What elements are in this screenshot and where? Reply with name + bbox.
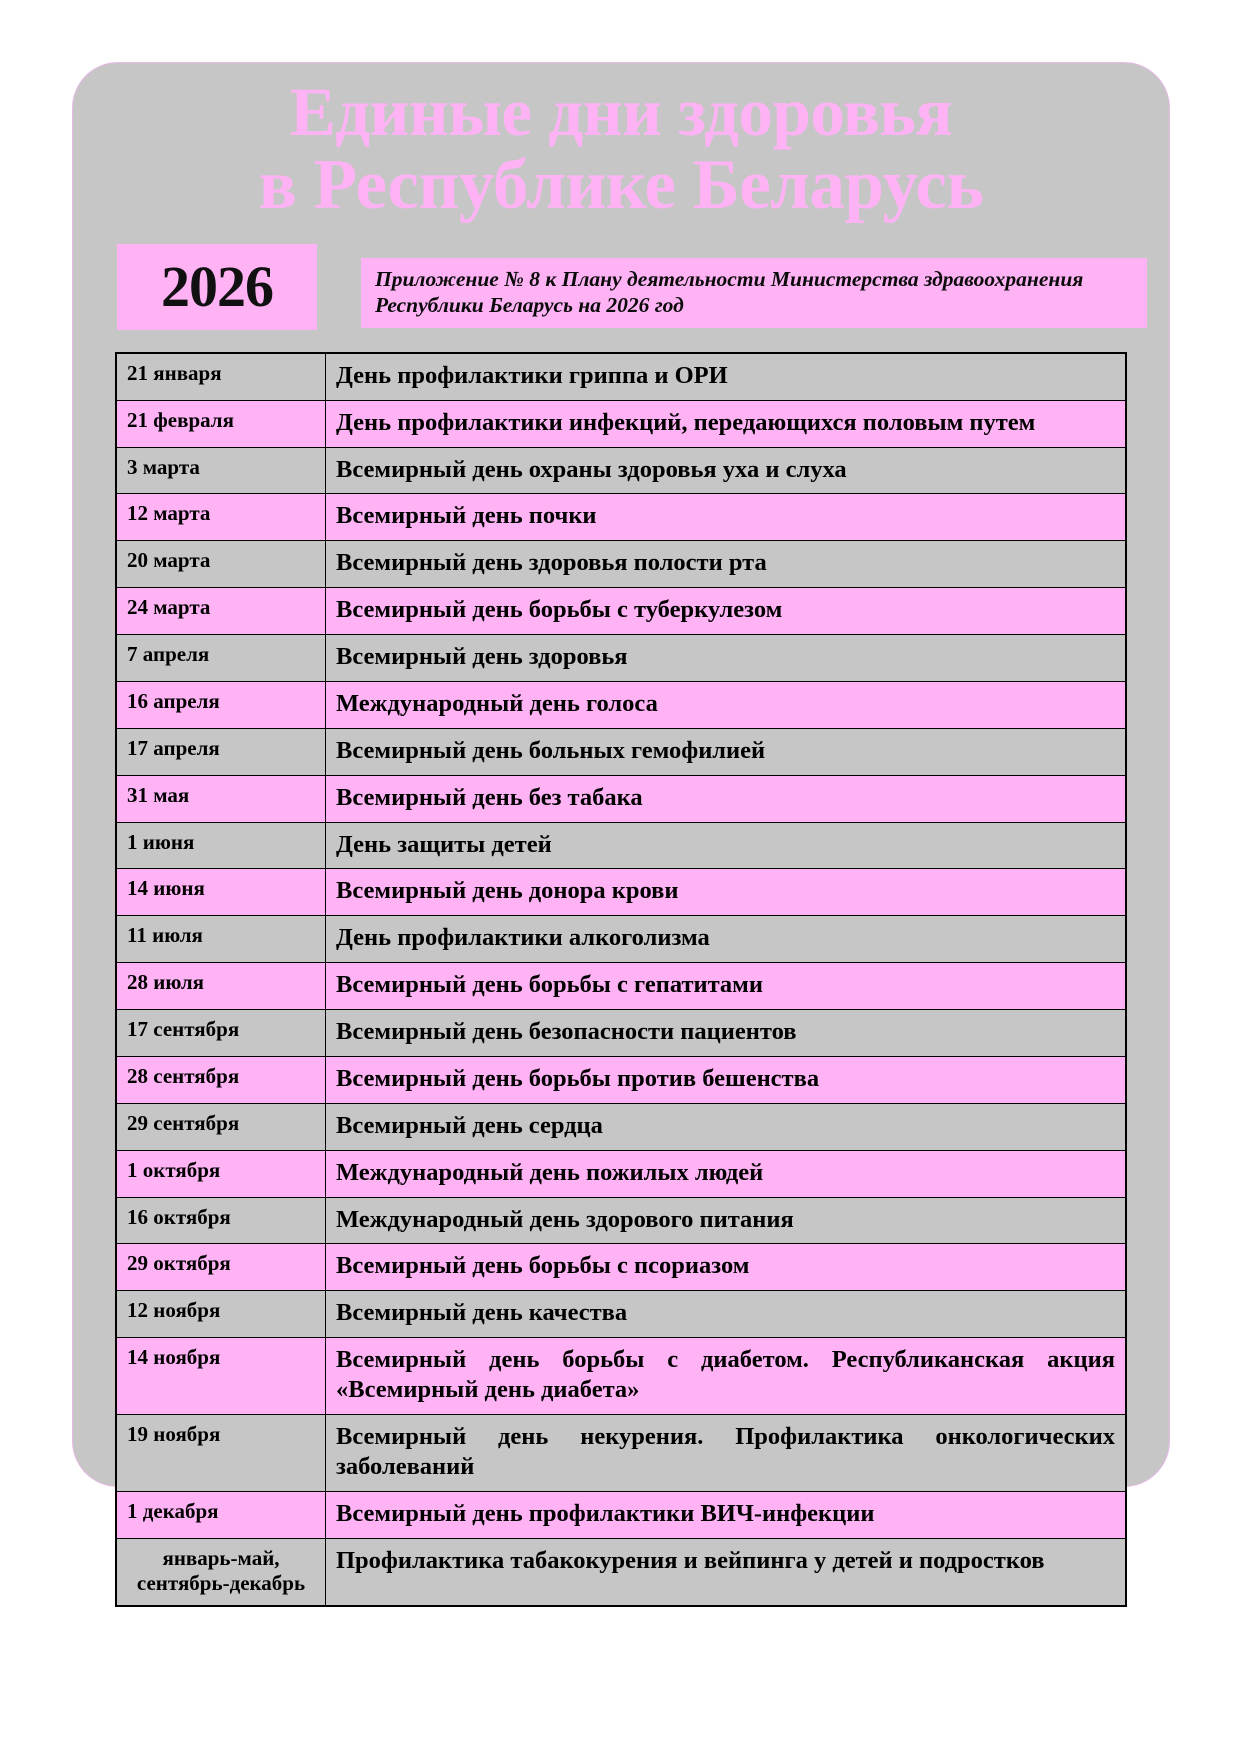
poster-meta-row xyxy=(73,244,1169,330)
row-date-cell: 1 декабря xyxy=(116,1491,326,1538)
row-event-cell: Всемирный день некурения. Профилактика онкологических заболеваний xyxy=(326,1414,1127,1491)
year-badge xyxy=(117,244,317,330)
row-date-cell: 12 ноября xyxy=(116,1291,326,1338)
row-date-cell: 20 марта xyxy=(116,541,326,588)
table-row xyxy=(116,916,1126,963)
table-row xyxy=(116,541,1126,588)
poster-title-line-2: в Республике Беларусь xyxy=(258,146,984,225)
row-event-cell: Всемирный день почки xyxy=(326,494,1127,541)
table-row xyxy=(116,728,1126,775)
row-date-cell: 11 июля xyxy=(116,916,326,963)
table-row xyxy=(116,822,1126,869)
table-row xyxy=(116,447,1126,494)
table-row xyxy=(116,1103,1126,1150)
row-date-cell: январь-май, сентябрь-декабрь xyxy=(116,1538,326,1606)
table-row xyxy=(116,1291,1126,1338)
row-event-cell: Международный день здорового питания xyxy=(326,1197,1127,1244)
row-date-cell: 19 ноября xyxy=(116,1414,326,1491)
poster-title-line-1: Единые дни здоровья xyxy=(289,74,953,150)
row-date-cell: 21 января xyxy=(116,353,326,400)
row-event-cell: Всемирный день здоровья xyxy=(326,635,1127,682)
row-date-cell: 17 сентября xyxy=(116,1010,326,1057)
table-row xyxy=(116,1538,1126,1606)
table-row xyxy=(116,1244,1126,1291)
table-row xyxy=(116,494,1126,541)
row-event-cell: Всемирный день охраны здоровья уха и слуха xyxy=(326,447,1127,494)
row-event-cell: Всемирный день борьбы с псориазом xyxy=(326,1244,1127,1291)
table-row xyxy=(116,635,1126,682)
table-row xyxy=(116,588,1126,635)
row-date-cell: 17 апреля xyxy=(116,728,326,775)
row-event-cell: Всемирный день борьбы с гепатитами xyxy=(326,963,1127,1010)
row-date-cell: 28 июля xyxy=(116,963,326,1010)
row-event-cell: День защиты детей xyxy=(326,822,1127,869)
row-event-cell: Всемирный день сердца xyxy=(326,1103,1127,1150)
row-event-cell: Всемирный день безопасности пациентов xyxy=(326,1010,1127,1057)
row-event-cell: Всемирный день без табака xyxy=(326,775,1127,822)
row-event-cell: Всемирный день здоровья полости рта xyxy=(326,541,1127,588)
row-date-cell: 3 марта xyxy=(116,447,326,494)
row-event-cell: Международный день пожилых людей xyxy=(326,1150,1127,1197)
row-event-cell: Всемирный день борьбы против бешенства xyxy=(326,1056,1127,1103)
row-date-cell: 1 октября xyxy=(116,1150,326,1197)
health-days-table-body xyxy=(116,353,1126,1606)
table-row xyxy=(116,1338,1126,1415)
year-label: 2026 xyxy=(161,253,273,319)
row-event-cell: Всемирный день профилактики ВИЧ-инфекции xyxy=(326,1491,1127,1538)
table-row xyxy=(116,1414,1126,1491)
row-date-cell: 29 сентября xyxy=(116,1103,326,1150)
appendix-note-box xyxy=(361,258,1147,328)
row-event-cell: Всемирный день борьбы с диабетом. Республиканская акция «Всемирный день диабета» xyxy=(326,1338,1127,1415)
row-event-cell: День профилактики инфекций, передающихся половым путем xyxy=(326,400,1127,447)
row-date-cell: 12 марта xyxy=(116,494,326,541)
table-row xyxy=(116,400,1126,447)
row-event-cell: Профилактика табакокурения и вейпинга у детей и подростков xyxy=(326,1538,1127,1606)
row-date-cell: 16 октября xyxy=(116,1197,326,1244)
row-date-cell: 14 ноября xyxy=(116,1338,326,1415)
health-days-table xyxy=(115,352,1127,1607)
row-event-cell: День профилактики алкоголизма xyxy=(326,916,1127,963)
row-event-cell: Всемирный день борьбы с туберкулезом xyxy=(326,588,1127,635)
row-date-cell: 1 июня xyxy=(116,822,326,869)
row-date-cell: 28 сентября xyxy=(116,1056,326,1103)
table-row xyxy=(116,681,1126,728)
table-row xyxy=(116,869,1126,916)
row-event-cell: Всемирный день больных гемофилией xyxy=(326,728,1127,775)
appendix-note-text: Приложение № 8 к Плану деятельности Министерства здравоохранения Республики Беларусь на 2026 год xyxy=(375,266,1084,317)
table-row xyxy=(116,1150,1126,1197)
table-row xyxy=(116,1056,1126,1103)
row-date-cell: 7 апреля xyxy=(116,635,326,682)
row-event-cell: День профилактики гриппа и ОРИ xyxy=(326,353,1127,400)
poster-card xyxy=(72,62,1170,1595)
row-date-cell: 24 марта xyxy=(116,588,326,635)
row-event-cell: Всемирный день качества xyxy=(326,1291,1127,1338)
row-date-cell: 29 октября xyxy=(116,1244,326,1291)
table-row xyxy=(116,1010,1126,1057)
table-row xyxy=(116,775,1126,822)
poster-title-block xyxy=(73,63,1169,225)
row-date-cell: 31 мая xyxy=(116,775,326,822)
table-row xyxy=(116,963,1126,1010)
table-row xyxy=(116,1197,1126,1244)
row-date-cell: 21 февраля xyxy=(116,400,326,447)
row-event-cell: Международный день голоса xyxy=(326,681,1127,728)
table-row xyxy=(116,1491,1126,1538)
row-event-cell: Всемирный день донора крови xyxy=(326,869,1127,916)
row-date-cell: 16 апреля xyxy=(116,681,326,728)
table-row xyxy=(116,353,1126,400)
row-date-cell: 14 июня xyxy=(116,869,326,916)
